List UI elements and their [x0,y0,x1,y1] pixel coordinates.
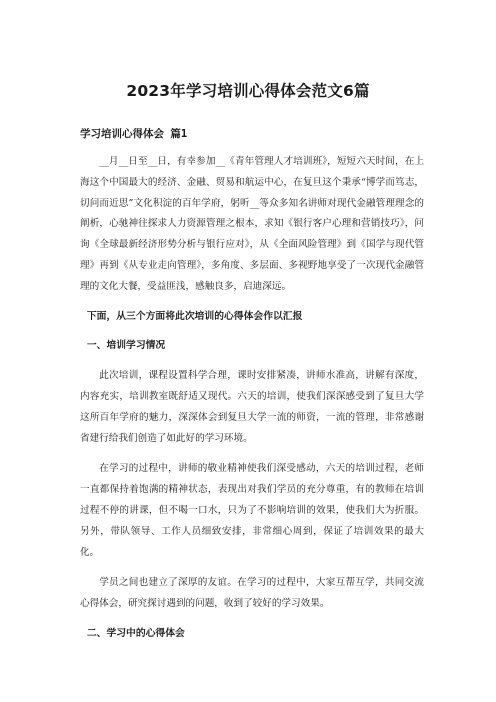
document-body [80,152,424,645]
heading-learning-insights: 二、学习中的心得体会 [86,627,185,639]
heading-training-situation: 一、培训学习情况 [86,340,166,352]
paragraph-training-overview: 此次培训，课程设置科学合理，课时安排紧凑，讲师水准高，讲解有深度，内容充实，培训教室既舒适又现代。六天的培训，使我们深深感受到了复旦大学这所百年学府的魅力，深深体会到复旦大学一流的师资，一流的管理，非常感谢省建行给我们创造了如此好的学习环境。 [80,370,424,444]
paragraph-teacher-dedication: 在学习的过程中，讲师的敬业精神使我们深受感动，六天的培训过程，老师一直都保持着饱满的精神状态，表现出对我们学员的充分尊重，有的教师在培训过程不停的讲课，但不喝一口水，只为了不影响培训的效果，使我们大为折服。另外，带队领导、工作人员细致安排，非常细心周到，保证了培训效果的最大化。 [80,463,424,558]
lead-heading: 下面，从三个方面将此次培训的心得体会作以汇报 [86,310,303,322]
document-title: 2023年学习培训心得体会范文6篇 [126,82,370,100]
intro-paragraph: __月__日至__日，有幸参加__《青年管理人才培训班》，短短六天时间，在上海这个中国最大的经济、金融、贸易和航运中心，在复旦这个秉承“博学而笃志，切问而近思”文化积淀的百年学府，躬听__等众多知名讲师对现代金融管理理念的阐析，心驰神往探求人力资源管理之根本，求知《银行客户心理和营销技巧》，问询《全球最新经济形势分析与银行应对》，从《全面风险管理》到《国学与现代管理》再到《从专业走向管理》，多角度、多层面、多视野地享受了一次现代金融管理的文化大餐，受益匪浅，感触良多，启迪深远。 [80,156,424,292]
paragraph-friendship: 学员之间也建立了深厚的友谊。在学习的过程中，大家互帮互学，共同交流心得体会，研究探讨遇到的问题，收到了较好的学习效果。 [80,577,424,610]
section-title: 学习培训心得体会 篇1 [80,128,188,140]
